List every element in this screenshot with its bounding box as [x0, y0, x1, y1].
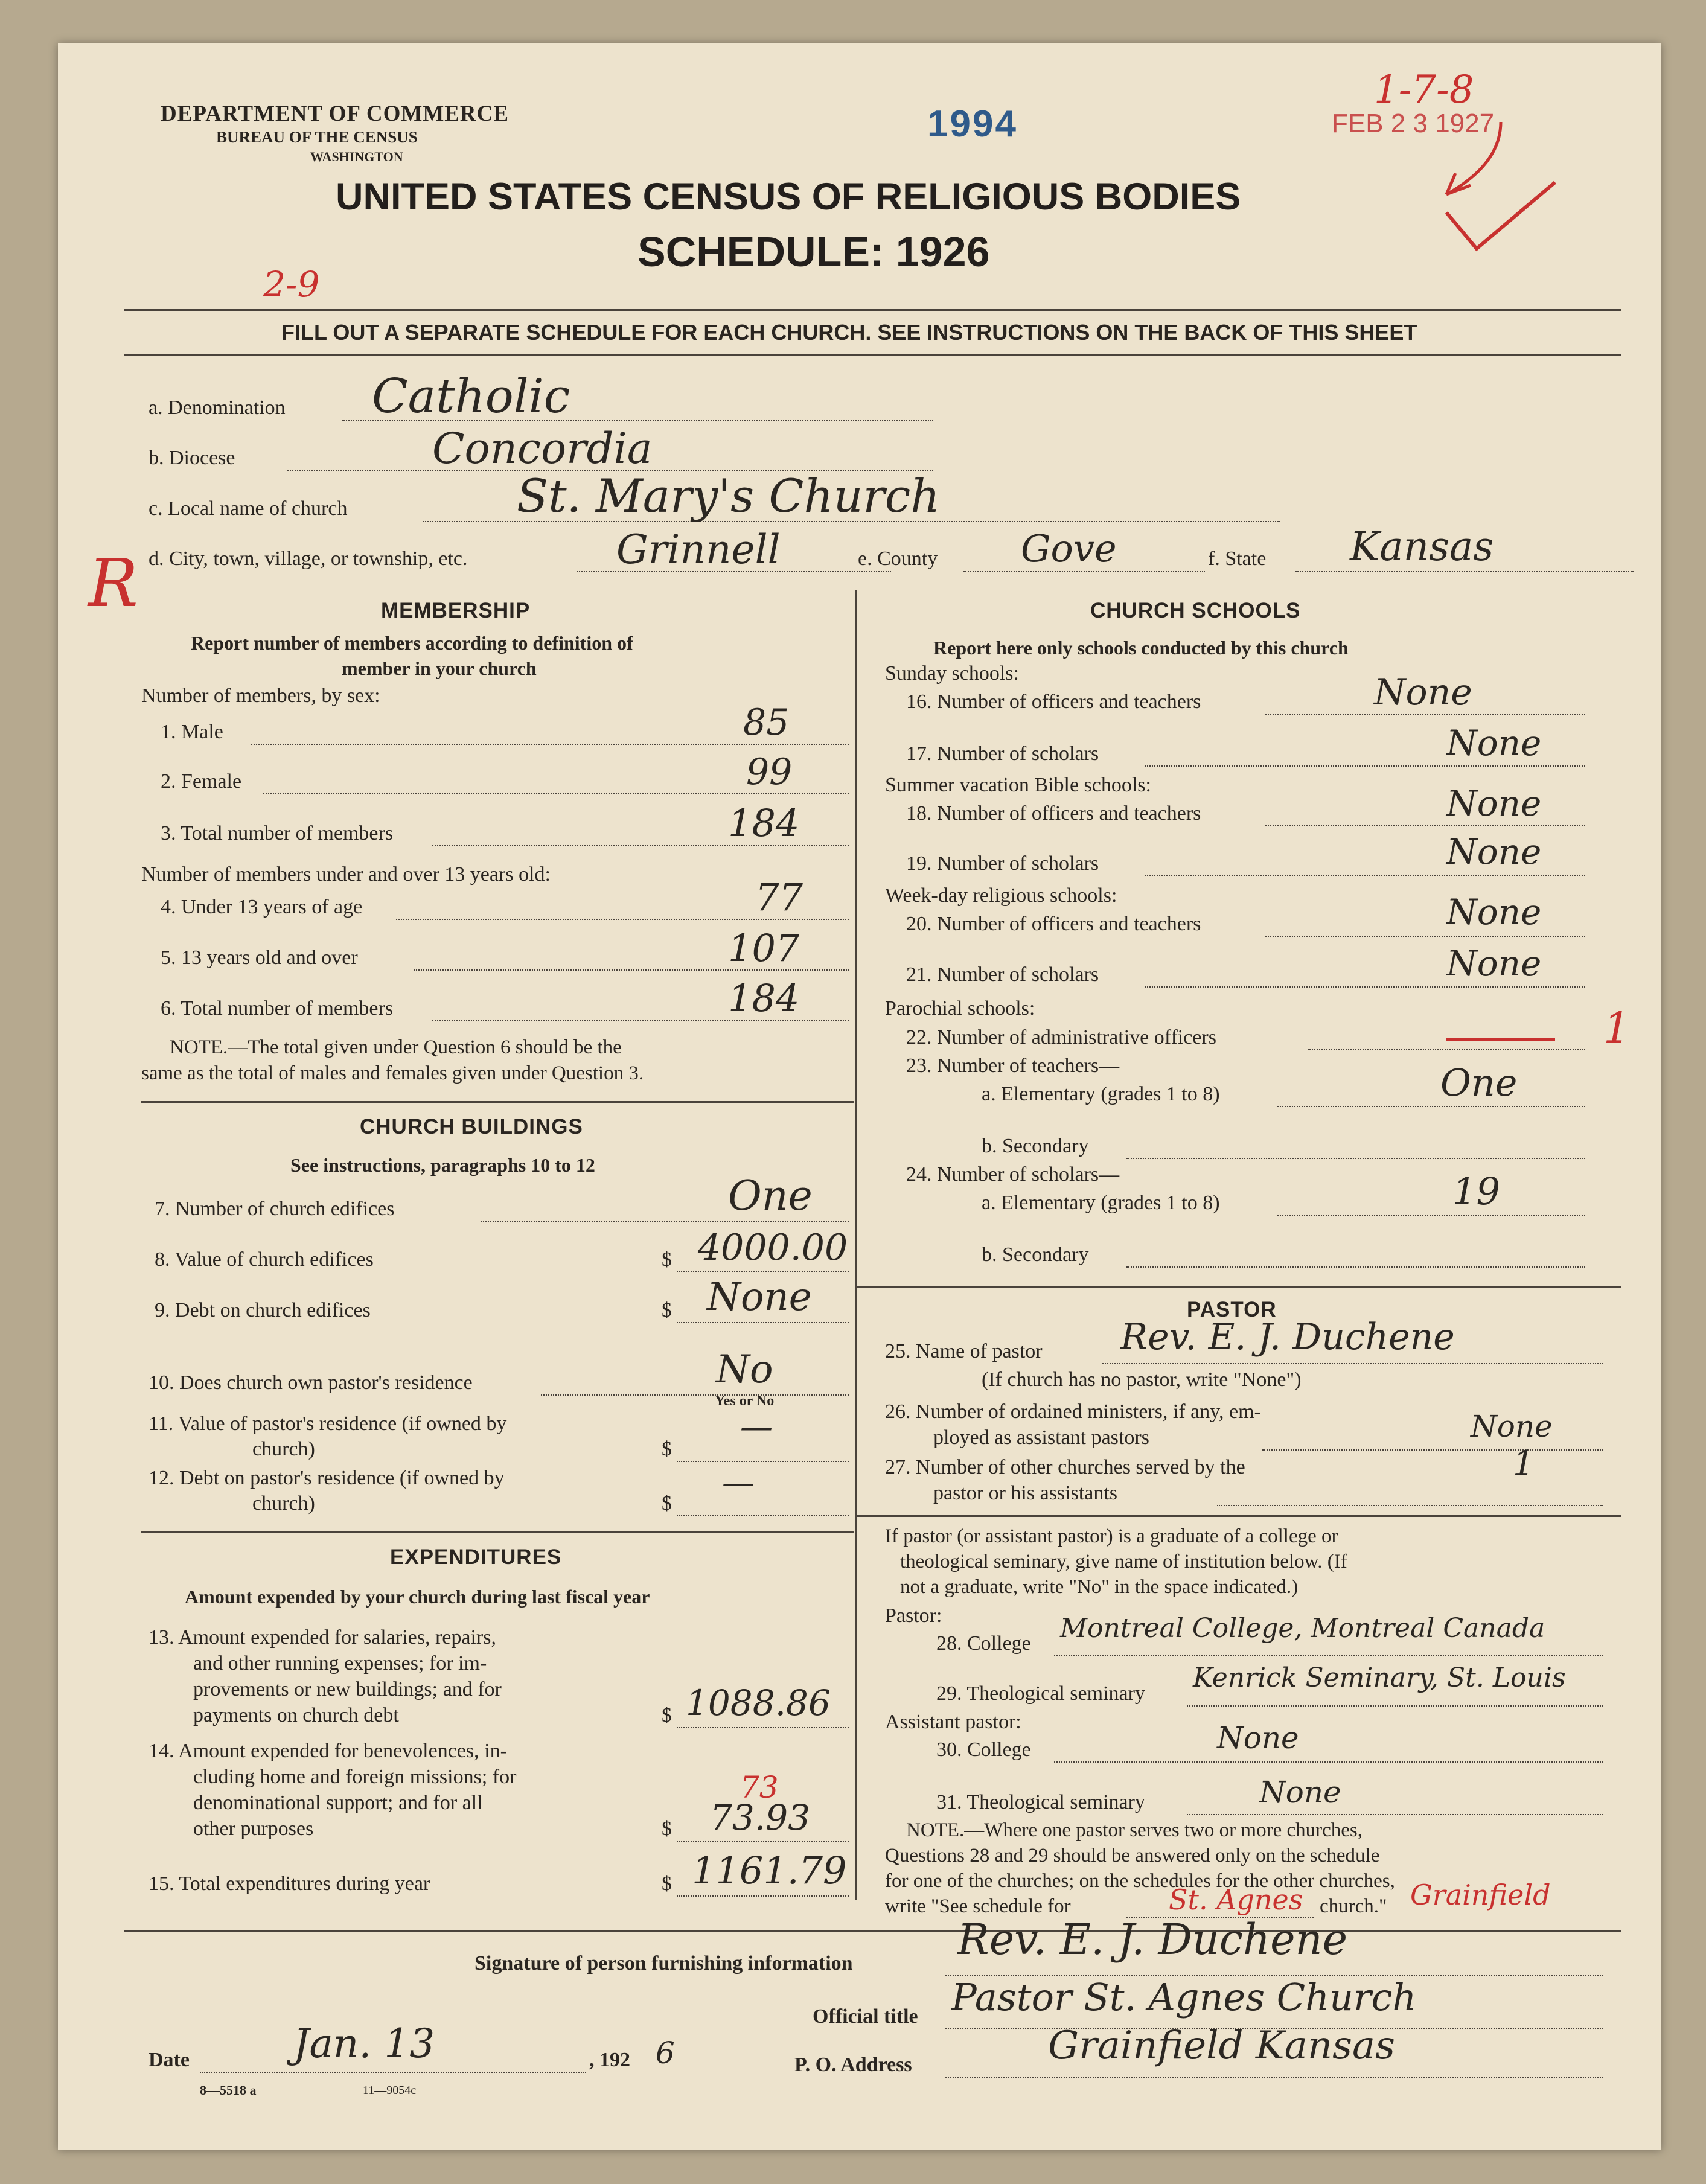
q11-value[interactable]: —	[740, 1408, 773, 1446]
q19-value[interactable]: None	[1446, 831, 1542, 872]
q26-label-1: 26. Number of ordained ministers, if any, em-	[885, 1400, 1261, 1423]
form-number: 8—5518 a	[200, 2083, 257, 2098]
pastor-note-3: for one of the churches; on the schedules for the other churches,	[885, 1870, 1395, 1892]
date-value[interactable]: Jan. 13	[293, 2020, 435, 2067]
q8-dollar-sign: $	[662, 1248, 672, 1271]
q6-total-value[interactable]: 184	[728, 976, 800, 1020]
q28-value[interactable]: Montreal College, Montreal Canada	[1060, 1613, 1545, 1644]
state-value[interactable]: Kansas	[1350, 523, 1494, 570]
membership-heading: MEMBERSHIP	[381, 599, 531, 622]
pastor-heading: PASTOR	[1187, 1298, 1277, 1321]
q24a-value[interactable]: 19	[1452, 1169, 1500, 1213]
q21-value[interactable]: None	[1446, 943, 1542, 984]
county-value[interactable]: Gove	[1021, 526, 1117, 570]
under-over-label: Number of members under and over 13 years old:	[141, 863, 551, 886]
q17-value[interactable]: None	[1446, 723, 1542, 764]
q3-total-value[interactable]: 184	[728, 801, 800, 845]
q21-label: 21. Number of scholars	[906, 963, 1099, 986]
q1-male-value[interactable]: 85	[743, 701, 790, 744]
red-margin-note: 2-9	[263, 264, 320, 305]
red-reference-mark: 1-7-8	[1374, 68, 1474, 112]
q4-under13-value[interactable]: 77	[755, 875, 803, 919]
q12-dollar-sign: $	[662, 1492, 672, 1515]
print-number: 11—9054c	[363, 2084, 417, 2097]
q23a-value[interactable]: One	[1440, 1061, 1518, 1105]
q1-male-label: 1. Male	[161, 721, 223, 743]
buildings-sub: See instructions, paragraphs 10 to 12	[290, 1154, 595, 1176]
q30-value[interactable]: None	[1217, 1720, 1299, 1755]
q17-label: 17. Number of scholars	[906, 742, 1099, 765]
po-address-label: P. O. Address	[794, 2054, 912, 2076]
q8-value-amount[interactable]: 4000.00	[698, 1227, 848, 1269]
denomination-label: a. Denomination	[149, 397, 286, 419]
q10-residence-value[interactable]: No	[716, 1347, 773, 1392]
q13-amount[interactable]: 1088.86	[686, 1682, 831, 1723]
q29-label: 29. Theological seminary	[936, 1682, 1145, 1705]
membership-note-2: same as the total of males and females given under Question 3.	[141, 1062, 644, 1084]
pastor-note-4b: church."	[1320, 1895, 1387, 1917]
graduate-instruction-3: not a graduate, write "No" in the space indicated.)	[900, 1576, 1299, 1598]
q8-value-label: 8. Value of church edifices	[155, 1248, 374, 1271]
q11-label-2: church)	[252, 1438, 315, 1460]
q26-value[interactable]: None	[1471, 1409, 1553, 1444]
county-label: e. County	[858, 548, 938, 570]
city-value[interactable]: Grinnell	[616, 526, 781, 573]
q14-label-4: other purposes	[193, 1818, 314, 1840]
membership-intro-2: member in your church	[342, 657, 537, 679]
q13-label-2: and other running expenses; for im-	[193, 1652, 487, 1675]
q13-label-4: payments on church debt	[193, 1704, 399, 1726]
pastor-note-4a: write "See schedule for	[885, 1895, 1071, 1917]
census-schedule-sheet	[58, 43, 1661, 2150]
by-sex-label: Number of members, by sex:	[141, 685, 380, 707]
bureau-heading: BUREAU OF THE CENSUS	[216, 128, 418, 146]
q25-hint: (If church has no pastor, write "None")	[982, 1368, 1302, 1391]
q15-dollar-sign: $	[662, 1873, 672, 1895]
q30-label: 30. College	[936, 1739, 1031, 1761]
q10-hint: Yes or No	[715, 1393, 775, 1409]
q14-red-correction: 73	[740, 1770, 779, 1805]
graduate-instruction-2: theological seminary, give name of institution below. (If	[900, 1551, 1347, 1573]
q27-label-2: pastor or his assistants	[933, 1482, 1118, 1504]
q14-label-1: 14. Amount expended for benevolences, in-	[149, 1740, 507, 1762]
q12-value[interactable]: —	[722, 1463, 755, 1501]
q7-edifices-label: 7. Number of church edifices	[155, 1198, 395, 1220]
q31-value[interactable]: None	[1259, 1775, 1341, 1810]
q13-label-1: 13. Amount expended for salaries, repairs,	[149, 1626, 496, 1649]
q14-amount[interactable]: 73.93	[710, 1797, 811, 1838]
po-address-value[interactable]: Grainfield Kansas	[1048, 2023, 1395, 2068]
q23b-label: b. Secondary	[982, 1135, 1089, 1157]
q20-value[interactable]: None	[1446, 892, 1542, 933]
q23a-label: a. Elementary (grades 1 to 8)	[982, 1083, 1220, 1105]
red-arrow-icon	[1434, 116, 1513, 206]
q29-value[interactable]: Kenrick Seminary, St. Louis	[1193, 1662, 1566, 1693]
received-date-stamp: FEB 2 3 1927	[1332, 109, 1495, 138]
q19-label: 19. Number of scholars	[906, 852, 1099, 875]
q10-residence-label: 10. Does church own pastor's residence	[149, 1371, 473, 1394]
parochial-schools-label: Parochial schools:	[885, 997, 1035, 1020]
buildings-heading: CHURCH BUILDINGS	[360, 1115, 583, 1138]
q15-label: 15. Total expenditures during year	[149, 1873, 430, 1895]
signature-value[interactable]: Rev. E. J. Duchene	[957, 1915, 1348, 1964]
assistant-pastor-subhead: Assistant pastor:	[885, 1711, 1021, 1733]
q12-label-1: 12. Debt on pastor's residence (if owned by	[149, 1467, 505, 1489]
date-label: Date	[149, 2049, 190, 2071]
diocese-label: b. Diocese	[149, 447, 235, 469]
q9-dollar-sign: $	[662, 1299, 672, 1321]
q18-label: 18. Number of officers and teachers	[906, 802, 1201, 825]
pastor-note-1: NOTE.—Where one pastor serves two or more churches,	[906, 1819, 1363, 1841]
q27-label-1: 27. Number of other churches served by the	[885, 1456, 1245, 1478]
q5-over13-label: 5. 13 years old and over	[161, 947, 358, 969]
q24-label: 24. Number of scholars—	[906, 1163, 1120, 1186]
q9-debt-label: 9. Debt on church edifices	[155, 1299, 371, 1321]
q16-label: 16. Number of officers and teachers	[906, 691, 1201, 713]
q31-label: 31. Theological seminary	[936, 1791, 1145, 1813]
q13-dollar-sign: $	[662, 1704, 672, 1726]
signature-label: Signature of person furnishing information	[474, 1952, 853, 1975]
q11-dollar-sign: $	[662, 1438, 672, 1460]
city-label: d. City, town, village, or township, etc.	[149, 548, 468, 570]
q24a-label: a. Elementary (grades 1 to 8)	[982, 1192, 1220, 1214]
q24b-label: b. Secondary	[982, 1244, 1089, 1266]
q6-total-label: 6. Total number of members	[161, 997, 394, 1020]
q27-value[interactable]: 1	[1513, 1444, 1535, 1483]
membership-intro-1: Report number of members according to definition of	[191, 632, 633, 654]
q13-label-3: provements or new buildings; and for	[193, 1678, 502, 1700]
pastor-subhead: Pastor:	[885, 1604, 942, 1627]
q5-over13-value[interactable]: 107	[728, 926, 800, 970]
department-heading: DEPARTMENT OF COMMERCE	[161, 101, 510, 126]
year-digit[interactable]: 6	[656, 2036, 675, 2071]
official-title-value[interactable]: Pastor St. Agnes Church	[951, 1975, 1417, 2019]
year-prefix: , 192	[589, 2049, 630, 2071]
q14-dollar-sign: $	[662, 1818, 672, 1840]
state-label: f. State	[1208, 548, 1267, 570]
q26-label-2: ployed as assistant pastors	[933, 1426, 1149, 1449]
q7-edifices-value[interactable]: One	[728, 1172, 813, 1220]
q14-label-2: cluding home and foreign missions; for	[193, 1766, 517, 1788]
sunday-schools-label: Sunday schools:	[885, 662, 1019, 685]
q22-label: 22. Number of administrative officers	[906, 1026, 1216, 1049]
q12-label-2: church)	[252, 1492, 315, 1515]
city-heading: WASHINGTON	[310, 149, 403, 164]
q3-total-label: 3. Total number of members	[161, 822, 394, 845]
local-name-label: c. Local name of church	[149, 497, 348, 520]
q2-female-value[interactable]: 99	[746, 751, 793, 793]
q25-label: 25. Name of pastor	[885, 1340, 1043, 1362]
pastor-note-2: Questions 28 and 29 should be answered only on the schedule	[885, 1845, 1380, 1866]
schools-heading: CHURCH SCHOOLS	[1090, 599, 1301, 622]
summer-schools-label: Summer vacation Bible schools:	[885, 774, 1151, 796]
membership-note-1: NOTE.—The total given under Question 6 should be the	[170, 1036, 622, 1058]
q9-debt-value[interactable]: None	[707, 1275, 812, 1320]
form-subtitle: SCHEDULE: 1926	[637, 228, 990, 275]
expenditures-heading: EXPENDITURES	[390, 1545, 562, 1569]
q14-label-3: denominational support; and for all	[193, 1792, 483, 1814]
graduate-instruction-1: If pastor (or assistant pastor) is a graduate of a college or	[885, 1525, 1338, 1547]
official-title-label: Official title	[813, 2005, 918, 2028]
q23-label: 23. Number of teachers—	[906, 1055, 1120, 1077]
schedule-number: 1994	[927, 103, 1018, 145]
q25-value[interactable]: Rev. E. J. Duchene	[1120, 1316, 1455, 1358]
q18-value[interactable]: None	[1446, 783, 1542, 824]
q28-label: 28. College	[936, 1632, 1031, 1655]
q4-under13-label: 4. Under 13 years of age	[161, 896, 363, 918]
local-name-value[interactable]: St. Mary's Church	[517, 469, 941, 523]
q22-value[interactable]: 1	[1603, 1003, 1631, 1053]
pastor-note-red-town: Grainfield	[1410, 1879, 1551, 1911]
q2-female-label: 2. Female	[161, 770, 242, 793]
diocese-value[interactable]: Concordia	[432, 424, 653, 473]
q15-amount[interactable]: 1161.79	[692, 1848, 847, 1892]
form-title: UNITED STATES CENSUS OF RELIGIOUS BODIES	[336, 176, 1241, 218]
q11-label-1: 11. Value of pastor's residence (if owned by	[149, 1413, 507, 1435]
q20-label: 20. Number of officers and teachers	[906, 913, 1201, 935]
pastor-note-schedule-ref[interactable]: St. Agnes	[1169, 1883, 1303, 1916]
q16-value[interactable]: None	[1374, 671, 1472, 714]
fill-out-instruction: FILL OUT A SEPARATE SCHEDULE FOR EACH CHURCH. SEE INSTRUCTIONS ON THE BACK OF THIS SHEET	[281, 320, 1417, 345]
expenditures-sub: Amount expended by your church during last fiscal year	[185, 1586, 650, 1608]
denomination-value[interactable]: Catholic	[372, 369, 570, 424]
weekday-schools-label: Week-day religious schools:	[885, 884, 1117, 907]
red-r-mark: R	[88, 544, 138, 622]
schools-intro: Report here only schools conducted by this church	[933, 637, 1349, 659]
